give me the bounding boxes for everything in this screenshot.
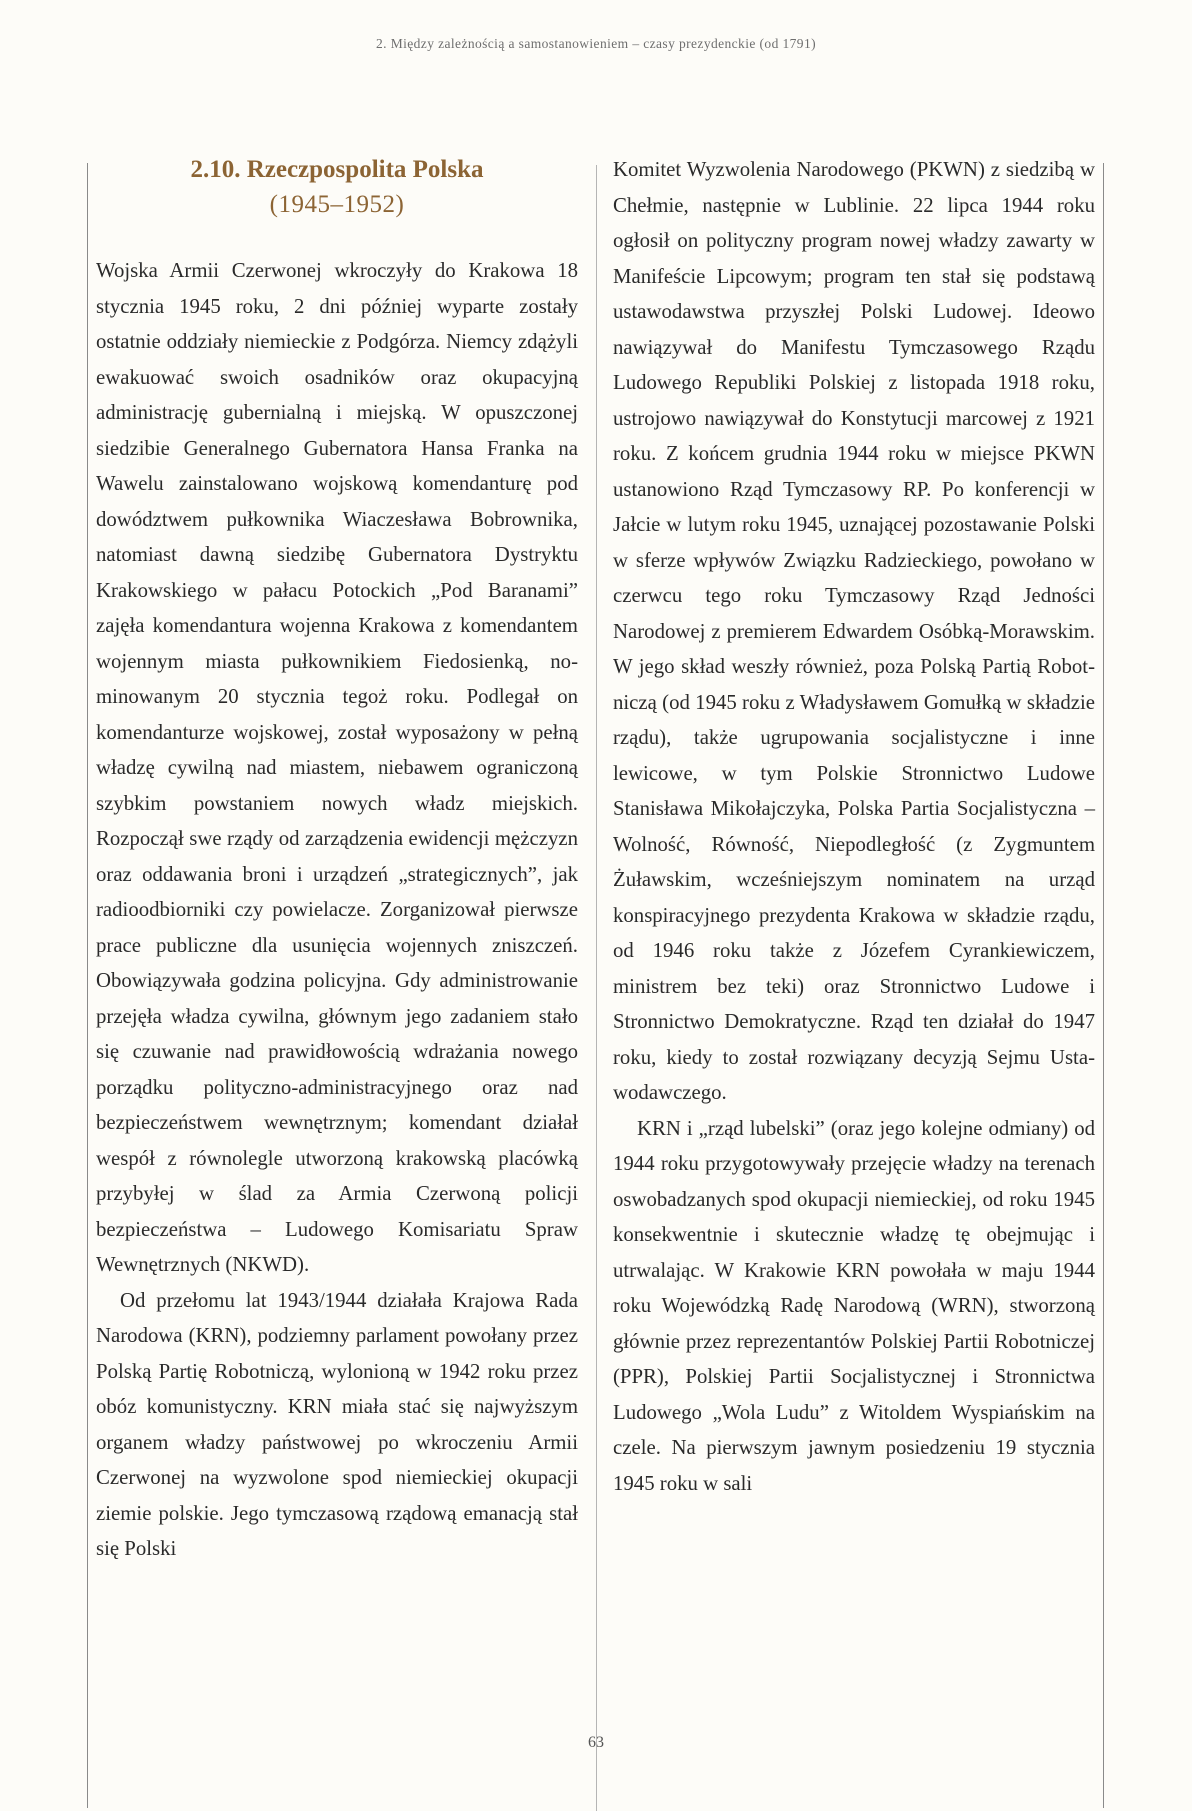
running-head: 2. Między zależnością a samostanowieniem – czasy prezydenckie (od 1791): [376, 36, 816, 51]
left-column: [96, 152, 578, 1567]
paragraph: Komitet Wyzwolenia Narodowego (PKWN) z siedzibą w Chełmie, następnie w Lublinie. 22 lipca 1944 roku ogłosił on polityczny program nowej władzy zawarty w Manifeście Lipcowym; program ten stał się podstawą ustawodawstwa przyszłej Polski Ludowej. Ideowo nawiązywał do Manifestu Tymczasowego Rządu Ludowego Republiki Polskiej z listopada 1918 roku, ustrojowo nawiązywał do Konstytucji marcowej z 1921 roku. Z końcem grudnia 1944 roku w miejsce PKWN ustanowiono Rząd Tymczasowy RP. Po konferencji w Jałcie w lutym roku 1945, uznającej pozostawanie Polski w sferze wpływów Związku Radzieckiego, powołano w czerwcu tego roku Tymczasowy Rząd Jedności Narodowej z premierem Edwardem Osóbką-Morawskim. W jego skład weszły również, poza Polską Partią Robotniczą (od 1945 roku z Władysławem Gomułką w składzie rządu), także ugrupowania socjalistyczne i inne lewicowe, w tym Polskie Stronnictwo Ludowe Stanisława Mikołajczyka, Polska Partia Socjalistyczna – Wolność, Równość, Niepodległość (z Zygmuntem Żuławskim, wcześniejszym nominatem na urząd konspiracyjnego prezydenta Krakowa w składzie rządu, od 1946 roku także z Józefem Cyrankiewiczem, ministrem bez teki) oraz Stronnictwo Ludowe i Stronnictwo Demokratyczne. Rząd ten działał do 1947 roku, kiedy to został rozwiązany decyzją Sejmu Ustawodawczego.: [613, 158, 1095, 1104]
paragraph: Od przełomu lat 1943/1944 działała Krajowa Rada Narodowa (KRN), podziemny parlament powołany przez Polską Partię Robotniczą, wylonioną w 1942 roku przez obóz komunistyczny. KRN miała stać się najwyższym organem władzy państwowej po wkroczeniu Armii Czerwonej na wyzwolone spod niemieckiej okupacji ziemie polskie. Jego tymczasową rządową emanacją stał się Polski: [96, 1288, 578, 1560]
paragraph: KRN i „rząd lubelski” (oraz jego kolejne odmiany) od 1944 roku przygotowywały przejęcie władzy na terenach oswobadzanych spod okupacji niemieckiej, od roku 1945 konsekwentnie i skutecznie władzę tę obejmując i utrwalając. W Krakowie KRN powołała w maju 1944 roku Wojewódzką Radę Narodową (WRN), stworzoną głównie przez reprezentantów Polskiej Partii Robotniczej (PPR), Polskiej Partii Socjalistycznej i Stronnictwa Ludowego „Wola Ludu” z Witoldem Wyspiańskim na czele. Na pierwszym jawnym posiedzeniu 19 stycznia 1945 roku w sali: [613, 1116, 1095, 1495]
section-years: (1945–1952): [269, 191, 405, 218]
page-number: 63: [588, 1734, 604, 1751]
section-title: [96, 152, 578, 222]
left-margin-rule: [87, 163, 88, 1808]
right-column: [613, 152, 1095, 1501]
paragraph: Wojska Armii Czerwonej wkroczyły do Krakowa 18 stycznia 1945 roku, 2 dni później wyparte zostały ostatnie oddziały niemieckie z Podgórza. Niemcy zdążyli ewakuować swoich osadników oraz okupacyjną administrację gubernialną i miejską. W opuszczonej siedzibie Generalnego Gubernatora Hansa Franka na Wawelu zainstalowano wojskową komendanturę pod dowództwem pułkownika Wiaczesława Bobrownika, natomiast dawną siedzibę Gubernatora Dystryktu Krakowskiego w pałacu Potockich „Pod Baranami” zajęła komendantura wojenna Krakowa z komendantem wojennym miasta pułkownikiem Fiedosienką, nominowanym 20 stycznia tegoż roku. Podlegał on komendanturze wojskowej, został wyposażony w pełną władzę cywilną nad miastem, niebawem ograniczoną szybkim powstaniem nowych władz miejskich. Rozpoczął swe rządy od zarządzenia ewidencji mężczyzn oraz oddawania broni i urządzeń „strategicznych”, jak radioodbiorniki czy powielacze. Zorganizował pierwsze prace publiczne dla usunięcia wojennych zniszczeń. Obowiązywała godzina policyjna. Gdy administrowanie przejęła władza cywilna, głównym jego zadaniem stało się czuwanie nad prawidłowością wdrażania nowego porządku polityczno-administracyjnego oraz nad bezpieczeństwem wewnętrznym; komendant działał wespół z równolegle utworzoną krakowską placówką przybyłej w ślad za Armia Czerwoną policji bezpieczeństwa – Ludowego Komisariatu Spraw Wewnętrznych (NKWD).: [96, 259, 578, 1276]
section-number-title: 2.10. Rzeczpospolita Polska: [190, 156, 484, 183]
right-margin-rule: [1103, 163, 1104, 1808]
column-divider-rule: [596, 165, 597, 1811]
